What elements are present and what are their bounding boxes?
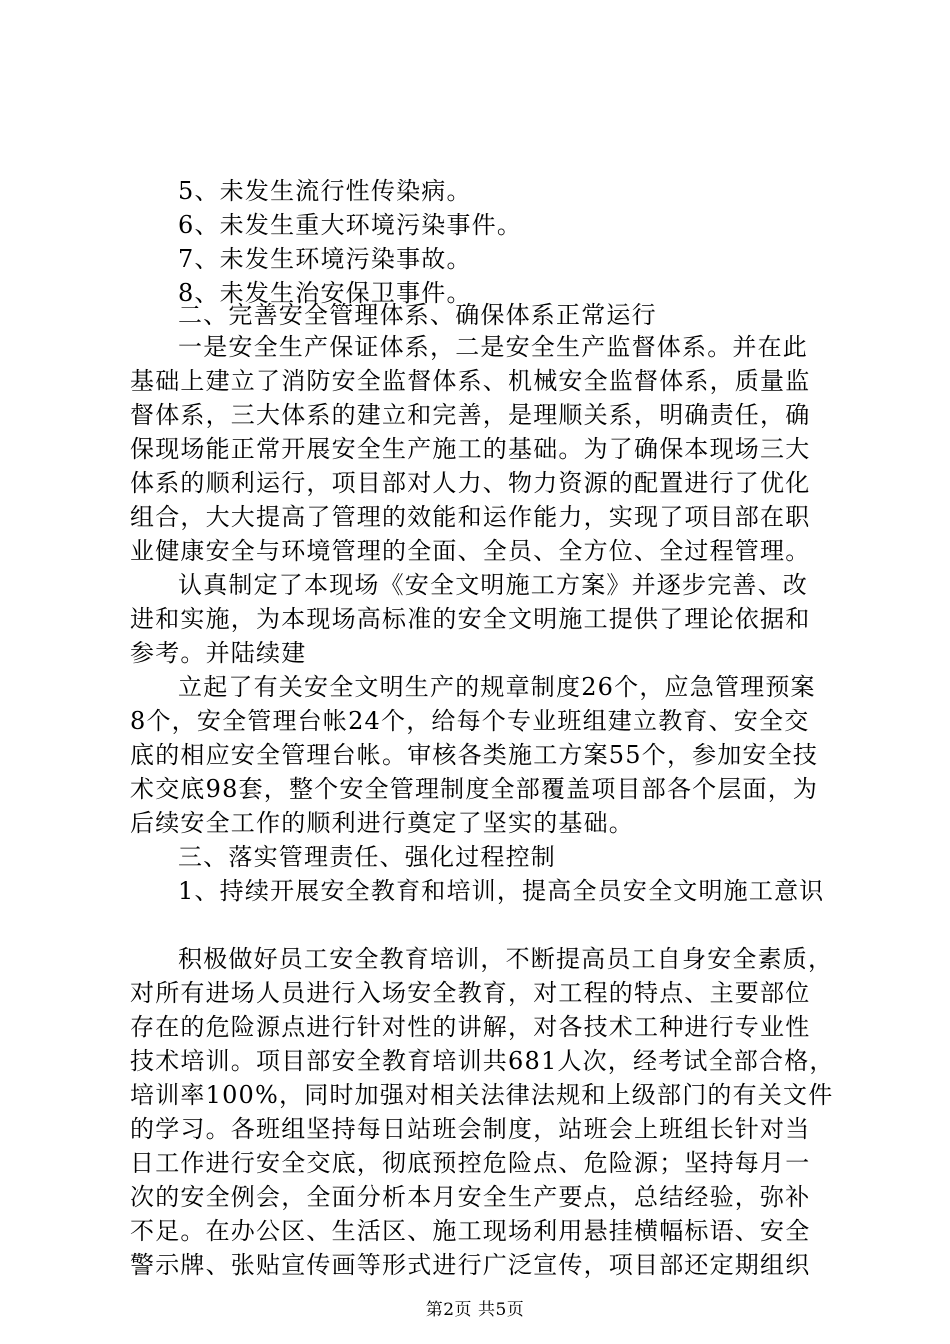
section-heading: 三、落实管理责任、强化过程控制 (178, 843, 556, 871)
list-item: 7、未发生环境污染事故。 (178, 245, 472, 273)
paragraph-line: 8个，安全管理台帐24个，给每个专业班组建立教育、安全交 (130, 707, 810, 735)
paragraph-line: 参考。并陆续建 (130, 639, 307, 667)
paragraph-line: 培训率100%，同时加强对相关法律法规和上级部门的有关文件 (130, 1081, 834, 1109)
paragraph-line: 督体系，三大体系的建立和完善，是理顺关系，明确责任，确 (130, 401, 811, 429)
paragraph-line: 不足。在办公区、生活区、施工现场利用悬挂横幅标语、安全 (130, 1217, 811, 1245)
paragraph-line: 术交底98套，整个安全管理制度全部覆盖项目部各个层面，为 (130, 775, 819, 803)
paragraph-line: 组合，大大提高了管理的效能和运作能力，实现了项目部在职 (130, 503, 811, 531)
list-item: 8、未发生治安保卫事件。 (178, 279, 472, 307)
paragraph-line: 次的安全例会，全面分析本月安全生产要点，总结经验，弥补 (130, 1183, 811, 1211)
paragraph-line: 立起了有关安全文明生产的规章制度26个，应急管理预案 (178, 673, 816, 701)
list-item: 6、未发生重大环境污染事件。 (178, 211, 523, 239)
list-item: 5、未发生流行性传染病。 (178, 177, 472, 205)
subsection-heading: 1、持续开展安全教育和培训，提高全员安全文明施工意识 (178, 877, 825, 905)
paragraph-line: 后续安全工作的顺利进行奠定了坚实的基础。 (130, 809, 634, 837)
paragraph-line: 警示牌、张贴宣传画等形式进行广泛宣传，项目部还定期组织 (130, 1251, 811, 1279)
paragraph-line: 基础上建立了消防安全监督体系、机械安全监督体系，质量监 (130, 367, 811, 395)
paragraph-line: 存在的危险源点进行针对性的讲解，对各技术工种进行专业性 (130, 1013, 811, 1041)
paragraph-line: 的学习。各班组坚持每日站班会制度，站班会上班组长针对当 (130, 1115, 811, 1143)
paragraph-line: 一是安全生产保证体系，二是安全生产监督体系。并在此 (178, 333, 808, 361)
paragraph-line: 业健康安全与环境管理的全面、全员、全方位、全过程管理。 (130, 537, 811, 565)
paragraph-line: 体系的顺利运行，项目部对人力、物力资源的配置进行了优化 (130, 469, 811, 497)
section-heading: 二、完善安全管理体系、确保体系正常运行 (178, 301, 657, 329)
paragraph-line: 日工作进行安全交底，彻底预控危险点、危险源；坚持每月一 (130, 1149, 811, 1177)
paragraph-line: 积极做好员工安全教育培训，不断提高员工自身安全素质， (178, 945, 834, 973)
paragraph-line: 对所有进场人员进行入场安全教育，对工程的特点、主要部位 (130, 979, 811, 1007)
page-number: 第2页 共5页 (425, 1300, 525, 1320)
paragraph-line: 底的相应安全管理台帐。审核各类施工方案55个，参加安全技 (130, 741, 819, 769)
paragraph-line: 技术培训。项目部安全教育培训共681人次，经考试全部合格， (130, 1047, 835, 1075)
paragraph-line: 进和实施，为本现场高标准的安全文明施工提供了理论依据和 (130, 605, 811, 633)
paragraph-line: 认真制定了本现场《安全文明施工方案》并逐步完善、改 (178, 571, 808, 599)
paragraph-line: 保现场能正常开展安全生产施工的基础。为了确保本现场三大 (130, 435, 811, 463)
